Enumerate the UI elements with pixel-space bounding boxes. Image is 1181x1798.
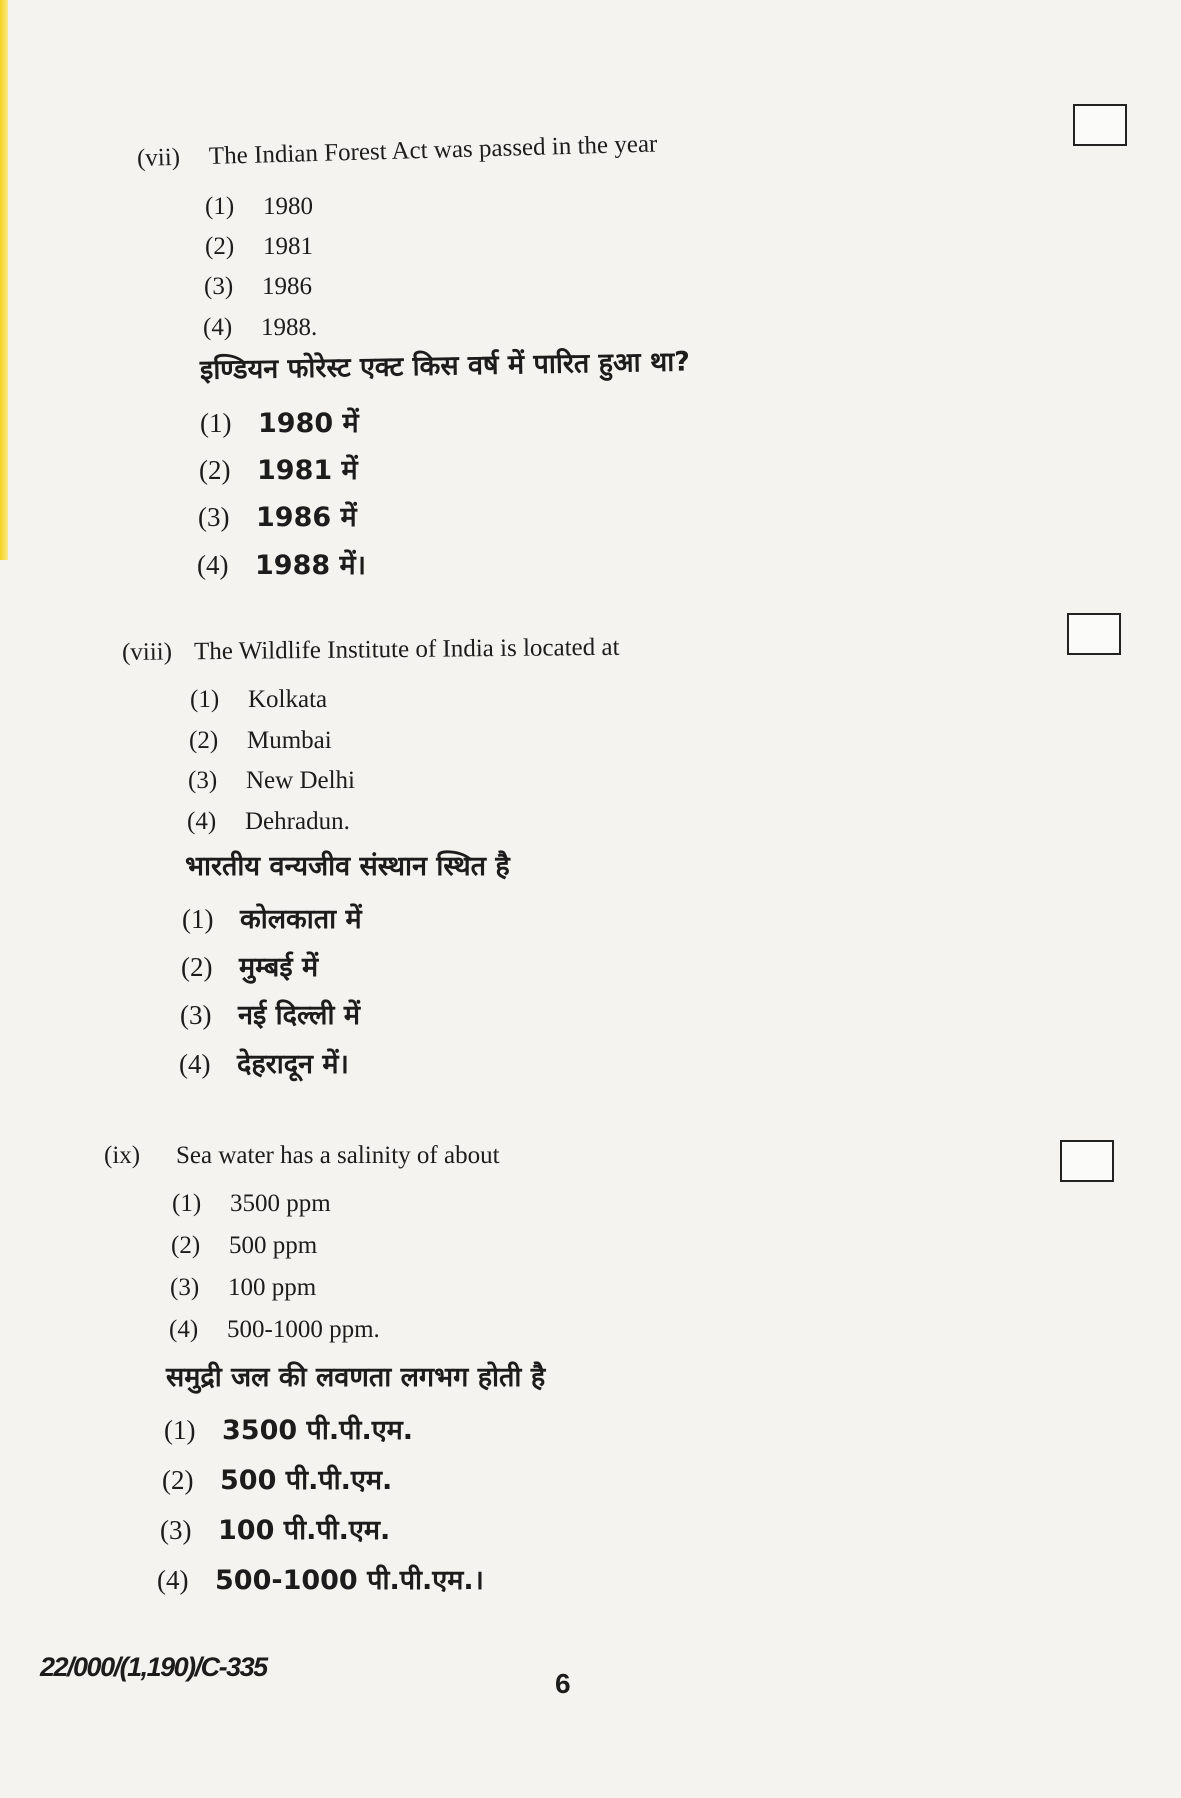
answer-box-viii[interactable] <box>1067 613 1121 655</box>
option-hi: (4) देहरादून में। <box>179 1049 349 1080</box>
option-hi: (3) 1986 में <box>198 502 357 533</box>
question-number: (viii) <box>121 638 173 666</box>
question-number: (vii) <box>136 143 181 172</box>
option-hi: (1) कोलकाता में <box>182 904 362 935</box>
question-text-en: Sea water has a salinity of about <box>176 1142 500 1169</box>
question-text-en: The Indian Forest Act was passed in the year <box>208 130 658 170</box>
option-en: (2) Mumbai <box>189 727 332 754</box>
question-text-hi: समुद्री जल की लवणता लगभग होती है <box>166 1362 546 1393</box>
option-hi: (2) 500 पी.पी.एम. <box>162 1465 393 1496</box>
option-en: (3) 1986 <box>204 273 312 300</box>
option-en: (4) 500-1000 ppm. <box>169 1316 380 1343</box>
option-hi: (4) 500-1000 पी.पी.एम.। <box>157 1565 484 1596</box>
question-number: (ix) <box>104 1142 141 1169</box>
option-hi: (2) मुम्बई में <box>181 952 319 983</box>
page-number: 6 <box>555 1668 571 1699</box>
question-ix <box>104 1141 500 1171</box>
answer-box-ix[interactable] <box>1060 1140 1114 1182</box>
option-en: (1) 3500 ppm <box>172 1190 331 1217</box>
page-edge-highlight <box>0 0 8 560</box>
question-viii <box>122 633 620 668</box>
answer-box-vii[interactable] <box>1073 104 1127 146</box>
question-text-hi: इण्डियन फोरेस्ट एक्ट किस वर्ष में पारित हुआ था? <box>199 346 691 386</box>
option-en: (4) 1988. <box>203 314 318 341</box>
question-text-hi: भारतीय वन्यजीव संस्थान स्थित है <box>185 851 510 882</box>
paper-code: 22/000/(1,190)/C-335 <box>40 1652 267 1682</box>
option-en: (3) New Delhi <box>188 767 355 794</box>
option-hi: (4) 1988 में। <box>197 550 366 581</box>
option-hi: (2) 1981 में <box>199 455 358 486</box>
question-text-en: The Wildlife Institute of India is located at <box>193 633 620 666</box>
option-en: (2) 1981 <box>205 233 313 260</box>
option-en: (3) 100 ppm <box>170 1274 317 1301</box>
option-en: (1) 1980 <box>205 193 313 220</box>
option-en: (1) Kolkata <box>190 686 328 713</box>
option-hi: (1) 3500 पी.पी.एम. <box>164 1415 414 1446</box>
question-vii <box>137 129 658 174</box>
option-en: (2) 500 ppm <box>171 1232 318 1259</box>
option-hi: (1) 1980 में <box>200 408 359 439</box>
option-hi: (3) नई दिल्ली में <box>180 1000 360 1031</box>
option-hi: (3) 100 पी.पी.एम. <box>160 1515 391 1546</box>
option-en: (4) Dehradun. <box>187 808 350 835</box>
